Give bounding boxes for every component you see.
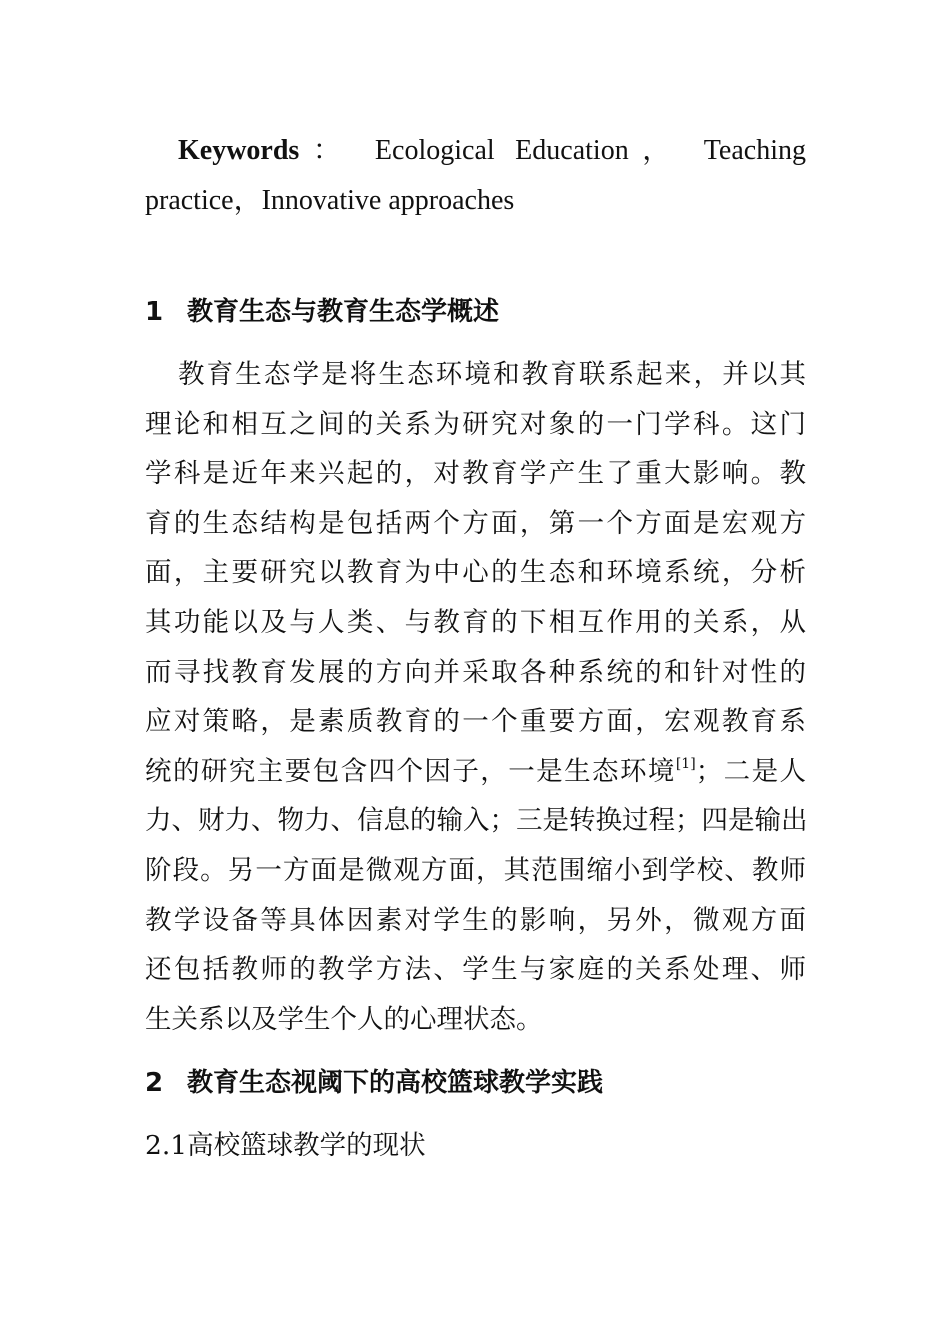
paragraph-line-text: ；二是人 — [695, 755, 807, 787]
keywords-text: Ecological Education， Teaching practice，Innovative approaches — [145, 135, 806, 216]
paragraph-line: 理论和相互之间的关系为研究对象的一门学科。这门 — [145, 408, 806, 440]
keywords-colon: ： — [299, 135, 355, 166]
paragraph-line: 还包括教师的教学方法、学生与家庭的关系处理、师 — [145, 954, 806, 986]
section-1-title: 教育生态与教育生态学概述 — [187, 297, 500, 327]
paragraph-line: 面，主要研究以教育为中心的生态和环境系统，分析 — [145, 557, 806, 589]
section-1-paragraph — [145, 350, 806, 1044]
paragraph-line-with-citation — [145, 747, 806, 797]
citation-marker[interactable]: [1] — [675, 755, 696, 772]
paragraph-line: 教学设备等具体因素对学生的影响，另外，微观方面 — [145, 904, 806, 936]
section-2-number: 2 — [145, 1068, 164, 1098]
paragraph-line: 力、财力、物力、信息的输入；三是转换过程；四是输出 — [145, 805, 808, 837]
paragraph-line: 教育生态学是将生态环境和教育联系起来，并以其 — [178, 359, 806, 390]
paragraph-line: 生关系以及学生个人的心理状态。 — [145, 1003, 543, 1035]
paragraph-line: 而寻找教育发展的方向并采取各种系统的和针对性的 — [145, 656, 806, 688]
paragraph-line: 应对策略，是素质教育的一个重要方面，宏观教育系 — [145, 706, 806, 738]
paragraph-line-text: 统的研究主要包含四个因子，一是生态环境 — [145, 755, 676, 787]
section-1-heading — [145, 292, 499, 332]
keywords-label: Keywords — [178, 135, 300, 166]
section-2-heading — [145, 1063, 603, 1103]
paragraph-line: 其功能以及与人类、与教育的下相互作用的关系，从 — [145, 606, 806, 638]
keywords-paragraph — [145, 126, 806, 226]
paragraph-line: 阶段。另一方面是微观方面，其范围缩小到学校、教师 — [145, 854, 806, 886]
section-2-title: 教育生态视阈下的高校篮球教学实践 — [187, 1068, 604, 1098]
paragraph-line: 育的生态结构是包括两个方面，第一个方面是宏观方 — [145, 507, 806, 539]
paragraph-line: 学科是近年来兴起的，对教育学产生了重大影响。教 — [145, 458, 806, 490]
section-1-number: 1 — [145, 297, 164, 327]
subsection-2-1-heading: 2.1高校篮球教学的现状 — [145, 1130, 426, 1161]
